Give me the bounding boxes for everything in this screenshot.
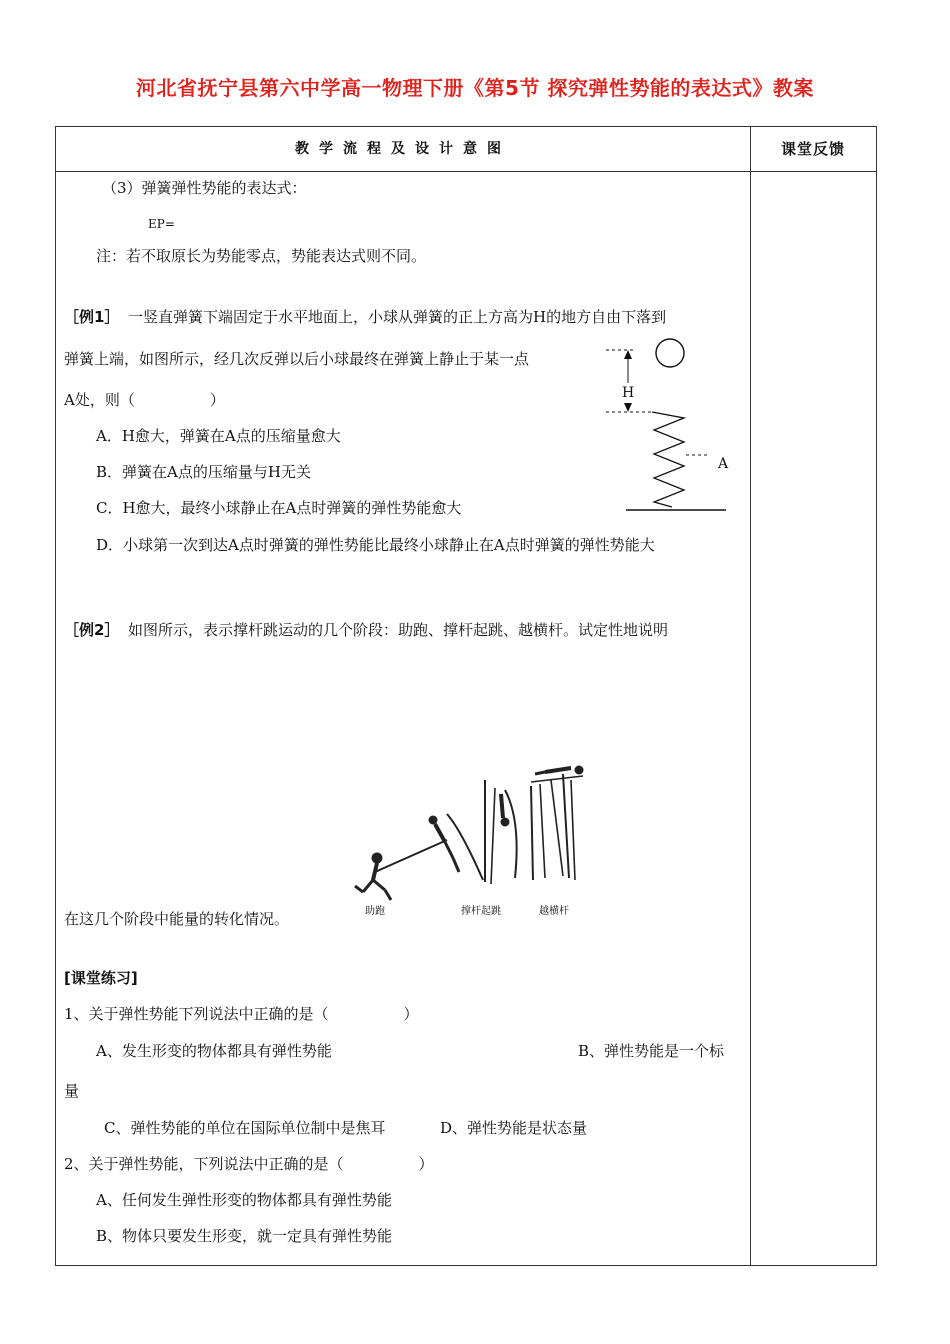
document-title: 河北省抚宁县第六中学高一物理下册《第5节 探究弹性势能的表达式》教案: [136, 76, 814, 100]
question-1-option-a: A、发生形变的物体都具有弹性势能: [96, 1042, 332, 1060]
upright-3: [531, 786, 533, 880]
stage-label-takeoff: 撑杆起跳: [461, 906, 501, 917]
crossbar: [531, 776, 583, 782]
upright-6: [563, 774, 569, 878]
item-3-heading: （3）弹簧弹性势能的表达式：: [102, 179, 307, 197]
example-1-option-b: B．弹簧在A点的压缩量与H无关: [96, 463, 311, 481]
example-1-option-a: A．H愈大，弹簧在A点的压缩量愈大: [96, 427, 341, 445]
question-2-option-a: A、任何发生弹性形变的物体都具有弹性势能: [96, 1191, 392, 1209]
carried-pole: [375, 840, 447, 872]
question-1-option-b-cont: 量: [64, 1082, 80, 1100]
header-divider: [56, 171, 876, 172]
example-1-line-2: 弹簧上端，如图所示，经几次反弹以后小球最终在弹簧上静止于某一点: [64, 350, 530, 368]
question-2-option-b: B、物体只要发生形变，就一定具有弹性势能: [96, 1227, 393, 1245]
header-feedback: 课堂反馈: [780, 140, 845, 158]
point-A-label: A: [718, 456, 729, 472]
question-1-option-b: B、弹性势能是一个标: [578, 1042, 725, 1060]
upright-5: [551, 780, 563, 876]
inverted-vaulter: [501, 794, 509, 826]
arrow-down-head: [624, 403, 632, 412]
height-label: H: [622, 385, 635, 401]
stage-label-clear: 越横杆: [539, 906, 569, 917]
practice-title: [课堂练习]: [64, 969, 138, 987]
spring-coil: [652, 412, 684, 507]
ball-icon: [656, 339, 684, 367]
spring-ball-figure: [600, 335, 740, 520]
example-1-option-d: D．小球第一次到达A点时弹簧的弹性势能比最终小球静止在A点时弹簧的弹性势能大: [96, 536, 655, 554]
upright-7: [571, 780, 575, 880]
runner-figure: [355, 853, 391, 900]
ep-formula: EP=: [148, 217, 175, 231]
example-1-line-1: 一竖直弹簧下端固定于水平地面上，小球从弹簧的正上方高为H的地方自由下落到: [128, 308, 667, 326]
pole-vault-figure: [335, 760, 615, 920]
example-1-line-3: A处，则（ ）: [64, 391, 225, 409]
question-2: 2、关于弹性势能，下列说法中正确的是（ ）: [64, 1155, 434, 1173]
upright-4: [540, 784, 545, 878]
question-1-option-d: D、弹性势能是状态量: [440, 1119, 588, 1137]
bent-pole-2: [505, 790, 517, 878]
stage-label-run: 助跑: [365, 906, 385, 917]
example-2-line-1: 如图所示，表示撑杆跳运动的几个阶段：助跑、撑杆起跳、越横杆。试定性地说明: [128, 621, 669, 639]
header-process: 教学流程及设计意图: [295, 141, 511, 157]
lesson-table: [55, 126, 877, 1266]
example-2-line-2: 在这几个阶段中能量的转化情况。: [64, 910, 290, 928]
note-text: 注：若不取原长为势能零点，势能表达式则不同。: [96, 247, 427, 265]
example-1-option-c: C．H愈大，最终小球静止在A点时弹簧的弹性势能愈大: [96, 499, 462, 517]
bent-pole-1: [447, 814, 483, 880]
arrow-up-head: [624, 350, 632, 359]
question-1: 1、关于弹性势能下列说法中正确的是（ ）: [64, 1005, 419, 1023]
bar-clearing-vaulter: [535, 766, 583, 774]
question-1-option-c: C、弹性势能的单位在国际单位制中是焦耳: [104, 1119, 386, 1137]
column-divider: [750, 127, 751, 1265]
example-2-tag: ［例2］: [64, 621, 120, 639]
upright-2: [491, 788, 495, 884]
example-1-tag: ［例1］: [64, 308, 120, 326]
